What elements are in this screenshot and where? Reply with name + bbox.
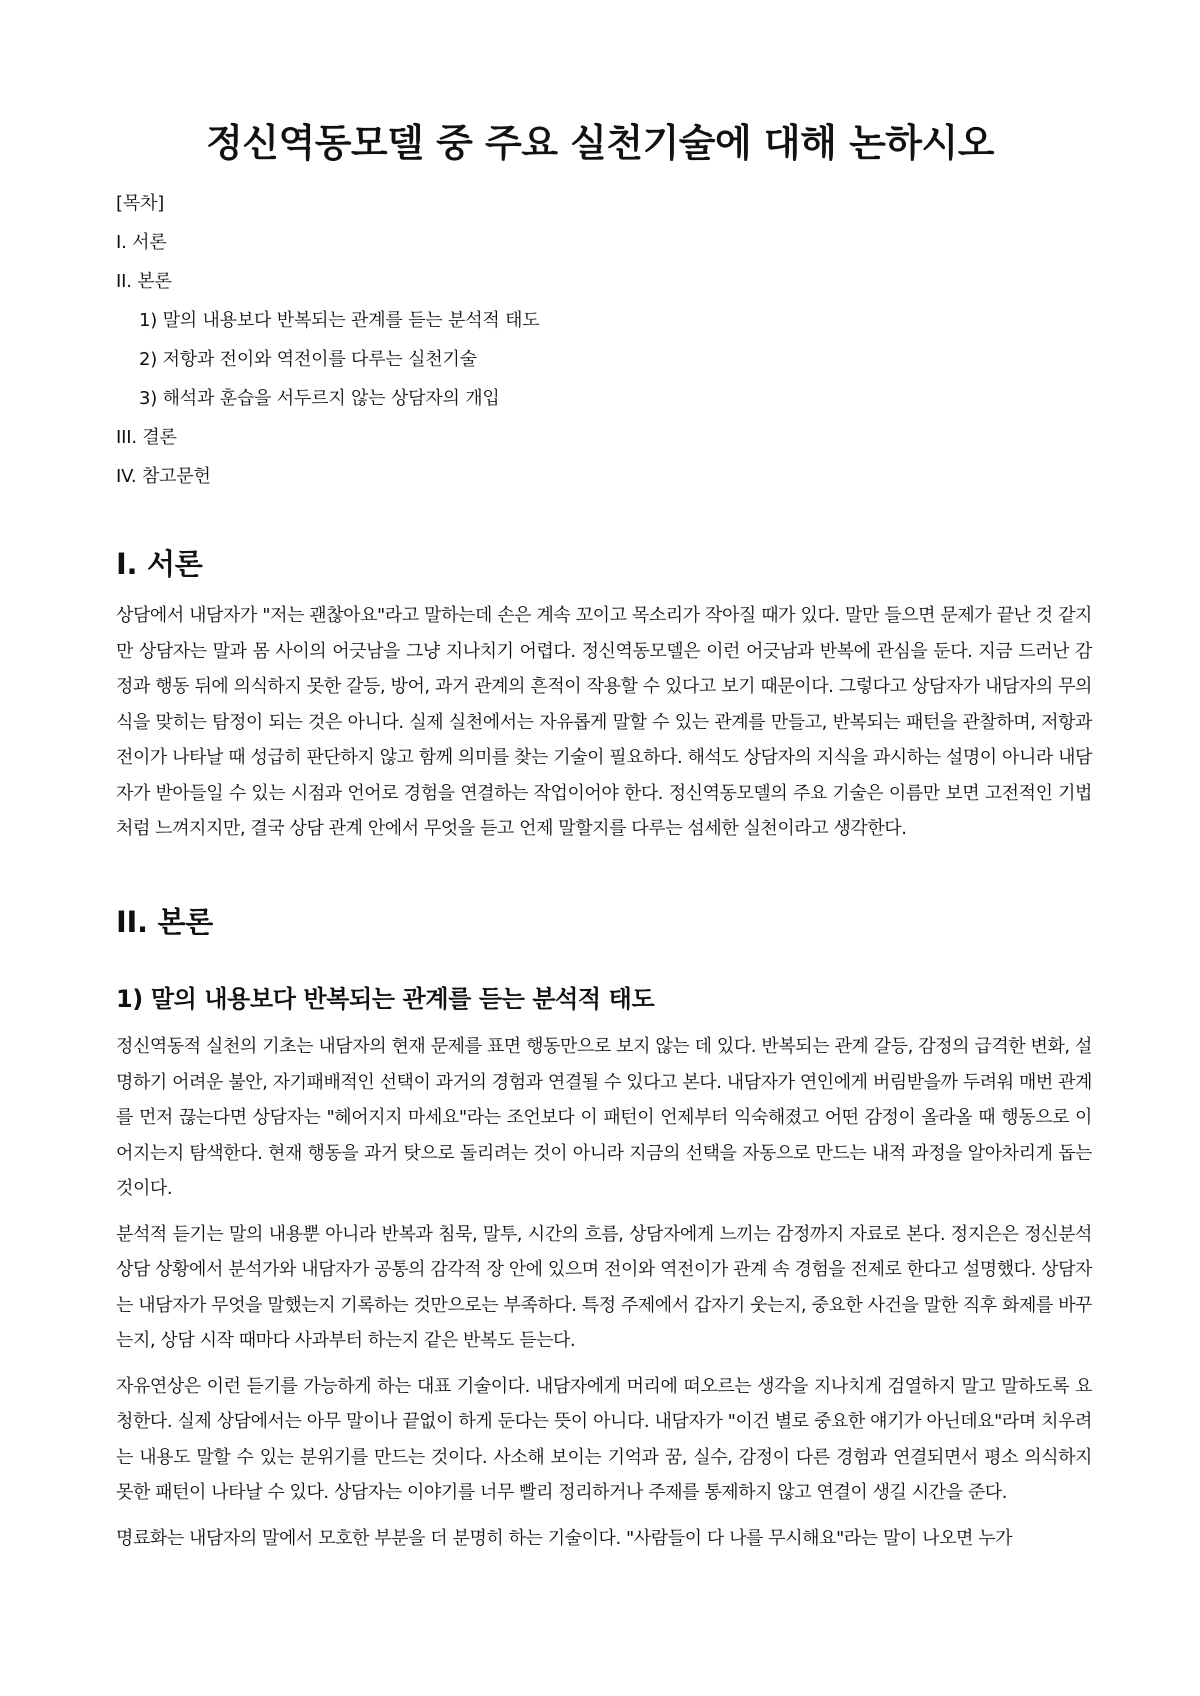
toc-item-body: II. 본론 — [116, 271, 172, 292]
body-paragraph: 명료화는 내담자의 말에서 모호한 부분을 더 분명히 하는 기술이다. "사람들이 다 나를 무시해요"라는 말이 나오면 누가 — [116, 1527, 1013, 1549]
intro-section — [116, 544, 1092, 847]
body-section — [116, 902, 1092, 1556]
table-of-contents — [116, 192, 1096, 504]
toc-item-body-1: 1) 말의 내용보다 반복되는 관계를 듣는 분석적 태도 — [139, 310, 540, 331]
toc-item-body-3: 3) 해석과 훈습을 서두르지 않는 상담자의 개입 — [139, 388, 500, 409]
body-subheading-1: 1) 말의 내용보다 반복되는 관계를 듣는 분석적 태도 — [116, 985, 655, 1013]
toc-item-body-2: 2) 저항과 전이와 역전이를 다루는 실천기술 — [139, 349, 477, 370]
document-title: 정신역동모델 중 주요 실천기술에 대해 논하시오 — [206, 121, 994, 165]
body-paragraph: 분석적 듣기는 말의 내용뿐 아니라 반복과 침묵, 말투, 시간의 흐름, 상담자에게 느끼는 감정까지 자료로 본다. 정지은은 정신분석 상담 상황에서 분석가와 내담자가 공통의 감각적 장 안에 있으며 전이와 역전이가 관계 속 경험을 전제로 한다고 설명했다. 상담자는 내담자가 무엇을 말했는지 기록하는 것만으로는 부족하다. 특정 주제에서 갑자기 웃는지, 중요한 사건을 말한 직후 화제를 바꾸는지, 상담 시작 때마다 사과부터 하는지 같은 반복도 듣는다. — [116, 1223, 1092, 1351]
toc-heading: [목차] — [116, 193, 165, 214]
toc-item-intro: I. 서론 — [116, 232, 167, 253]
body-heading: II. 본론 — [116, 905, 213, 939]
toc-item-conclusion: III. 결론 — [116, 427, 177, 448]
body-paragraphs — [116, 1029, 1092, 1556]
intro-heading: I. 서론 — [116, 547, 203, 581]
toc-item-references: IV. 참고문헌 — [116, 466, 211, 487]
body-paragraph: 정신역동적 실천의 기초는 내담자의 현재 문제를 표면 행동만으로 보지 않는 데 있다. 반복되는 관계 갈등, 감정의 급격한 변화, 설명하기 어려운 불안, 자기패배적인 선택이 과거의 경험과 연결될 수 있다고 본다. 내담자가 연인에게 버림받을까 두려워 매번 관계를 먼저 끊는다면 상담자는 "헤어지지 마세요"라는 조언보다 이 패턴이 언제부터 익숙해졌고 어떤 감정이 올라올 때 행동으로 이어지는지 탐색한다. 현재 행동을 과거 탓으로 돌리려는 것이 아니라 지금의 선택을 자동으로 만드는 내적 과정을 알아차리게 돕는 것이다. — [116, 1036, 1092, 1199]
body-paragraph: 자유연상은 이런 듣기를 가능하게 하는 대표 기술이다. 내담자에게 머리에 떠오르는 생각을 지나치게 검열하지 말고 말하도록 요청한다. 실제 상담에서는 아무 말이나 끝없이 하게 둔다는 뜻이 아니다. 내담자가 "이건 별로 중요한 얘기가 아닌데요"라며 치우려는 내용도 말할 수 있는 분위기를 만드는 것이다. 사소해 보이는 기억과 꿈, 실수, 감정이 다른 경험과 연결되면서 평소 의식하지 못한 패턴이 나타날 수 있다. 상담자는 이야기를 너무 빨리 정리하거나 주제를 통제하지 않고 연결이 생길 시간을 준다. — [116, 1375, 1092, 1503]
intro-paragraph: 상담에서 내담자가 "저는 괜찮아요"라고 말하는데 손은 계속 꼬이고 목소리가 작아질 때가 있다. 말만 들으면 문제가 끝난 것 같지만 상담자는 말과 몸 사이의 어긋남을 그냥 지나치기 어렵다. 정신역동모델은 이런 어긋남과 반복에 관심을 둔다. 지금 드러난 감정과 행동 뒤에 의식하지 못한 갈등, 방어, 과거 관계의 흔적이 작용할 수 있다고 보기 때문이다. 그렇다고 상담자가 내담자의 무의식을 맞히는 탐정이 되는 것은 아니다. 실제 실천에서는 자유롭게 말할 수 있는 관계를 만들고, 반복되는 패턴을 관찰하며, 저항과 전이가 나타날 때 성급히 판단하지 않고 함께 의미를 찾는 기술이 필요하다. 해석도 상담자의 지식을 과시하는 설명이 아니라 내담자가 받아들일 수 있는 시점과 언어로 경험을 연결하는 작업이어야 한다. 정신역동모델의 주요 기술은 이름만 보면 고전적인 기법처럼 느껴지지만, 결국 상담 관계 안에서 무엇을 듣고 언제 말할지를 다루는 섬세한 실천이라고 생각한다. — [116, 605, 1092, 839]
